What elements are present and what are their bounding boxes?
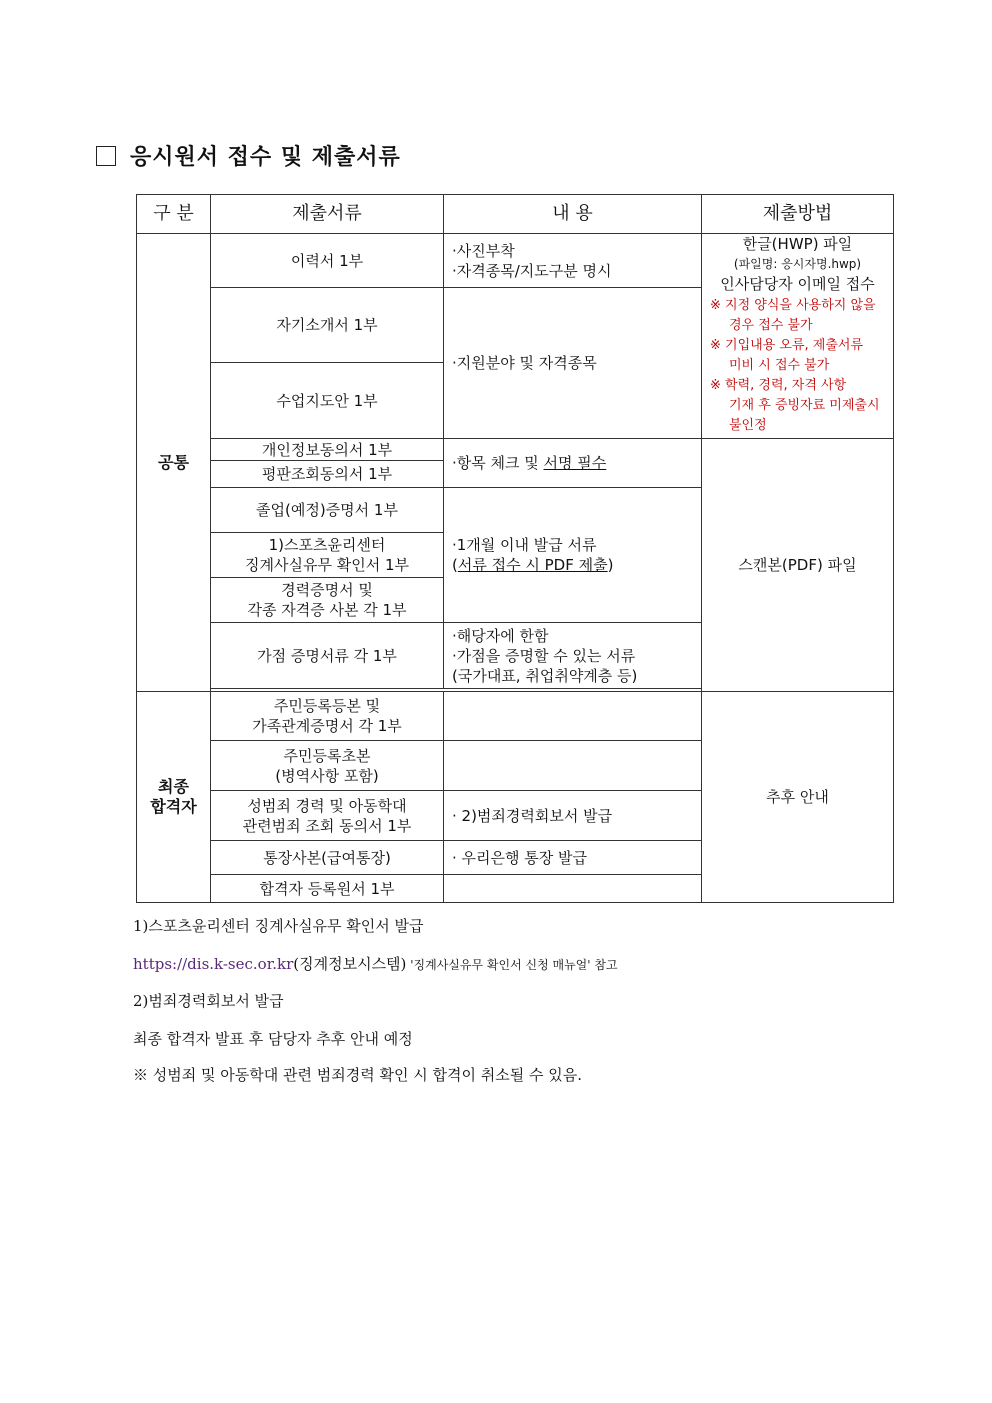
content-abstract-empty [444,741,702,791]
content-recent-line-1: ·1개월 이내 발급 서류 [452,536,597,554]
header-method: 제출방법 [702,195,894,234]
category-final-line-1: 최종 [158,777,189,796]
note-1b: 경우 접수 불가 [729,318,813,333]
doc-abstract [211,741,444,791]
content-recent-close: ) [607,556,614,574]
footnote-1-system: (징계정보시스템) [293,955,407,973]
content-intro: ·지원분야 및 자격종목 [444,288,702,439]
content-crime: · 2)범죄경력회보서 발급 [444,791,702,841]
content-recent [444,488,702,623]
doc-resume: 이력서 1부 [211,234,444,288]
footnote-3: 최종 합격자 발표 후 담당자 추후 안내 예정 [133,1030,413,1048]
content-recent-line-2 [452,555,697,575]
content-bonus-line-1: ·해당자에 한함 [452,626,549,645]
doc-bonus: 가점 증명서류 각 1부 [211,623,444,689]
content-registration-empty [444,875,702,903]
ethics-url-link[interactable]: https://dis.k-sec.or.kr [133,955,294,973]
content-resume [444,234,702,288]
category-final [137,692,211,903]
doc-crime [211,791,444,841]
doc-career-line-1: 경력증명서 및 [281,581,373,599]
note-1a: ※ 지정 양식을 사용하지 않을 [710,298,876,313]
footnote-2: 2)범죄경력회보서 발급 [133,992,284,1010]
doc-ethics-line-1: 1)스포츠윤리센터 [268,536,386,554]
doc-resident-line-2: 가족관계증명서 각 1부 [252,717,402,735]
doc-privacy: 개인정보동의서 1부 [211,439,444,461]
content-consent-underline: 서명 필수 [543,454,607,472]
content-resume-line-1: ·사진부착 [452,241,515,260]
content-consent [444,439,702,488]
content-bonus [444,623,702,689]
content-consent-prefix: ·항목 체크 및 [452,454,544,472]
checkbox-icon [96,146,116,166]
content-resume-line-2: ·자격종목/지도구분 명시 [452,261,612,280]
header-category: 구 분 [137,195,211,234]
content-bonus-line-3: (국가대표, 취업취약계층 등) [452,666,638,685]
content-resident-empty [444,692,702,741]
doc-resident [211,692,444,741]
doc-career [211,578,444,623]
note-3a: ※ 학력, 경력, 자격 사항 [710,378,847,393]
doc-career-line-2: 각종 자격증 사본 각 1부 [247,601,407,619]
doc-reputation: 평판조회동의서 1부 [211,461,444,488]
doc-plan: 수업지도안 1부 [211,363,444,439]
footnote-4: ※ 성범죄 및 아동학대 관련 범죄경력 확인 시 합격이 취소될 수 있음. [133,1066,582,1084]
content-recent-open: ( [452,556,458,574]
footnote-1-link-line [133,953,618,974]
doc-ethics-line-2: 징계사실유무 확인서 1부 [245,556,409,574]
footnote-1: 1)스포츠윤리센터 징계사실유무 확인서 발급 [133,917,424,935]
documents-table [136,194,894,903]
note-3c: 불인정 [729,418,767,433]
method-hwp [702,234,894,439]
header-content: 내 용 [444,195,702,234]
doc-ethics [211,533,444,578]
doc-crime-line-1: 성범죄 경력 및 아동학대 [247,796,407,815]
content-recent-underline: 서류 접수 시 PDF 제출 [457,556,608,574]
doc-bankbook: 통장사본(급여통장) [211,841,444,875]
section-title-text: 응시원서 접수 및 제출서류 [130,145,401,170]
doc-graduation: 졸업(예정)증명서 1부 [211,488,444,533]
footnote-1-ref: '징계사실유무 확인서 신청 매뉴얼' 참고 [406,958,618,972]
method-final: 추후 안내 [702,692,894,903]
method-hwp-line-3: 인사담당자 이메일 접수 [720,275,875,293]
doc-intro: 자기소개서 1부 [211,288,444,363]
category-common: 공통 [137,234,211,692]
category-final-line-2: 합격자 [150,797,197,816]
doc-crime-line-2: 관련범죄 조회 동의서 1부 [242,816,412,835]
header-docs: 제출서류 [211,195,444,234]
section-title [96,140,401,171]
method-notes [706,296,889,436]
method-hwp-line-2: (파일명: 응시자명.hwp) [733,257,862,271]
doc-abstract-line-1: 주민등록초본 [283,746,371,765]
method-pdf: 스캔본(PDF) 파일 [702,439,894,692]
note-3b: 기재 후 증빙자료 미제출시 [729,398,880,413]
note-2a: ※ 기입내용 오류, 제출서류 [710,338,864,353]
doc-abstract-line-2: (병역사항 포함) [275,766,379,785]
doc-resident-line-1: 주민등록등본 및 [273,697,381,715]
content-bankbook: · 우리은행 통장 발급 [444,841,702,875]
content-bonus-line-2: ·가점을 증명할 수 있는 서류 [452,646,636,665]
method-hwp-line-1: 한글(HWP) 파일 [742,235,853,253]
doc-registration: 합격자 등록원서 1부 [211,875,444,903]
note-2b: 미비 시 접수 불가 [729,358,830,373]
